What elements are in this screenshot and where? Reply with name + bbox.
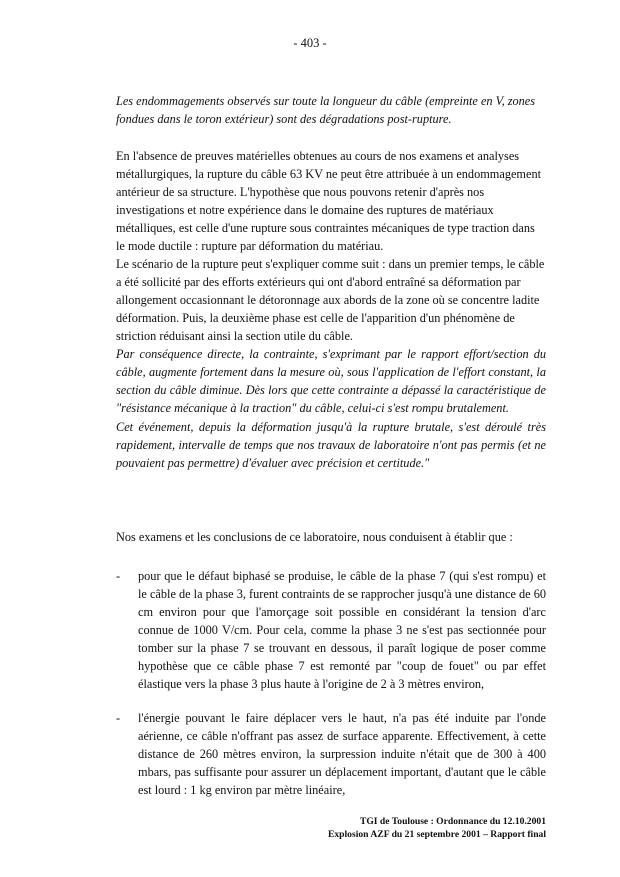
footer-court-order: TGI de Toulouse : Ordonnance du 12.10.2001 [359, 816, 546, 827]
paragraph-post-rupture-damage: Les endommagements observés sur toute la longueur du câble (empreinte en V, zones fondues dans le toron extérieur) sont des dégradations post-rupture. [116, 94, 536, 126]
paragraph-hypothesis: En l'absence de preuves matérielles obtenues au cours de nos examens et analyses métallurgiques, la rupture du câble 63 KV ne peut être attribuée à un endommagement antérieur de sa structure. L'hypothèse que nous pouvons retenir d'après nos investigations et notre expérience dans le domaine des ruptures de matériaux métalliques, est celle d'une rupture sous contraintes mécaniques de type traction dans le mode ductile : rupture par déformation du matériau. [116, 149, 542, 253]
footer-report-title: Explosion AZF du 21 septembre 2001 – Rapport final [327, 829, 546, 840]
paragraph-rupture-scenario: Le scénario de la rupture peut s'expliquer comme suit : dans un premier temps, le câble a été sollicité par des efforts extérieurs qui ont d'abord entraîné sa déformation par allongement occasionnant le détoronnage aux abords de la zone où se concentre ladite déformation. Puis, la deuxième phase est celle de l'apparition d'un phénomène de striction réduisant ainsi la section utile du câble. [116, 257, 545, 343]
paragraph-conclusions-intro: Nos examens et les conclusions de ce laboratoire, nous conduisent à établir que : [116, 530, 513, 544]
bullet-item-energy: l'énergie pouvant le faire déplacer vers le haut, n'a pas été induite par l'onde aérienne, ce câble n'offrant pas assez de surface apparente. Effectivement, à cette distance de 260 mètres environ, la surpression induite n'était que de 300 à 400 mbars, pas suffisante pour assurer un déplacement important, d'autant que le câble est lourd : 1 kg environ par mètre linéaire, [138, 711, 546, 797]
bullet-dash: - [116, 711, 121, 725]
paragraph-event-timing: Cet événement, depuis la déformation jusqu'à la rupture brutale, s'est déroulé très rapidement, intervalle de temps que nos travaux de laboratoire n'ont pas permis (et ne pouvaient pas permettre) d'évaluer avec précision et certitude." [116, 420, 546, 470]
page-number: - 403 - [293, 36, 327, 50]
page-footer [300, 815, 546, 841]
bullet-item-biphase-fault: pour que le défaut biphasé se produise, le câble de la phase 7 (qui s'est rompu) et le câble de la phase 3, furent contraints de se rapprocher jusqu'à une distance de 60 cm environ pour que l'amorçage soit possible en considérant la tension d'arc connue de 1000 V/cm. Pour cela, comme la phase 3 ne s'est pas sectionnée pour tomber sur la phase 7 se trouvant en dessous, il paraît logique de poser comme hypothèse que ce câble phase 7 est remonté par "coup de fouet" ou par effet élastique vers la phase 3 plus haute à l'origine de 2 à 3 mètres environ, [138, 569, 546, 691]
bullet-dash: - [116, 569, 121, 583]
paragraph-stress-consequence: Par conséquence directe, la contrainte, s'exprimant par le rapport effort/section du câble, augmente fortement dans la mesure où, sous l'application de l'effort constant, la section du câble diminue. Dès lors que cette contrainte a dépassé la caractéristique de "résistance mécanique à la traction" du câble, celui-ci s'est rompu brutalement. [116, 347, 546, 415]
